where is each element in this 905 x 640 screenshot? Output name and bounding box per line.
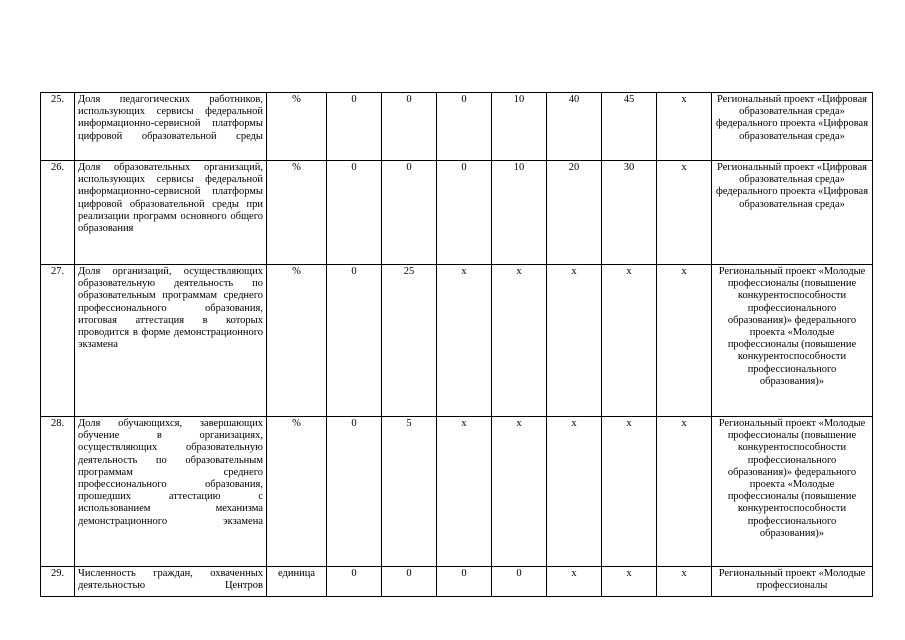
value-cell: 0 <box>437 567 492 597</box>
value-cell: х <box>657 567 712 597</box>
source-project: Региональный проект «Молодые профессионалы <box>712 567 873 597</box>
indicators-table <box>40 92 873 597</box>
value-cell: 0 <box>327 93 382 161</box>
value-cell: 25 <box>382 265 437 417</box>
table-row <box>41 567 873 597</box>
row-number: 28. <box>41 417 75 567</box>
indicator-name: Доля образовательных организаций, использующих сервисы федеральной информационно-сервисной платформы цифровой образовательной среды при реализации программ основного общего образования <box>75 161 267 265</box>
value-cell: 0 <box>327 567 382 597</box>
source-project: Региональный проект «Молодые профессионалы (повышение конкурентоспособности профессионального образования)» федерального проекта «Молодые профессионалы (повышение конкурентоспособности профессионального образования)» <box>712 265 873 417</box>
page-bottom-area <box>0 597 905 640</box>
value-cell: х <box>492 265 547 417</box>
value-cell: х <box>437 417 492 567</box>
table-row <box>41 265 873 417</box>
value-cell: х <box>437 265 492 417</box>
row-number: 27. <box>41 265 75 417</box>
source-project: Региональный проект «Молодые профессионалы (повышение конкурентоспособности профессионального образования)» федерального проекта «Молодые профессионалы (повышение конкурентоспособности профессионального образования)» <box>712 417 873 567</box>
value-cell: 0 <box>382 161 437 265</box>
value-cell: 0 <box>492 567 547 597</box>
table-row <box>41 93 873 161</box>
row-number: 25. <box>41 93 75 161</box>
indicator-name: Численность граждан, охваченных деятельностью Центров <box>75 567 267 597</box>
value-cell: х <box>602 567 657 597</box>
indicator-name: Доля педагогических работников, использующих сервисы федеральной информационно-сервисной платформы цифровой образовательной среды <box>75 93 267 161</box>
value-cell: 45 <box>602 93 657 161</box>
value-cell: 5 <box>382 417 437 567</box>
table-row <box>41 161 873 265</box>
value-cell: х <box>657 161 712 265</box>
unit-cell: % <box>267 93 327 161</box>
value-cell: х <box>547 265 602 417</box>
unit-cell: % <box>267 161 327 265</box>
value-cell: х <box>602 265 657 417</box>
source-project: Региональный проект «Цифровая образовательная среда» федерального проекта «Цифровая образовательная среда» <box>712 161 873 265</box>
indicator-name: Доля организаций, осуществляющих образовательную деятельность по образовательным программам среднего профессионального образования, итоговая аттестация в которых проводится в форме демонстрационного экзамена <box>75 265 267 417</box>
value-cell: 0 <box>382 93 437 161</box>
value-cell: х <box>602 417 657 567</box>
indicator-name: Доля обучающихся, завершающих обучение в организациях, осуществляющих образовательную деятельность по образовательным программам среднего профессионального образования, прошедших аттестацию с использованием механизма демонстрационного экзамена <box>75 417 267 567</box>
table-row <box>41 417 873 567</box>
value-cell: 0 <box>437 161 492 265</box>
value-cell: 0 <box>327 265 382 417</box>
value-cell: х <box>492 417 547 567</box>
unit-cell: % <box>267 265 327 417</box>
value-cell: 0 <box>382 567 437 597</box>
value-cell: х <box>657 265 712 417</box>
value-cell: 10 <box>492 161 547 265</box>
value-cell: 0 <box>327 417 382 567</box>
unit-cell: единица <box>267 567 327 597</box>
value-cell: 0 <box>327 161 382 265</box>
row-number: 29. <box>41 567 75 597</box>
value-cell: х <box>547 567 602 597</box>
value-cell: 0 <box>437 93 492 161</box>
value-cell: 40 <box>547 93 602 161</box>
row-number: 26. <box>41 161 75 265</box>
value-cell: х <box>547 417 602 567</box>
unit-cell: % <box>267 417 327 567</box>
value-cell: 20 <box>547 161 602 265</box>
value-cell: 10 <box>492 93 547 161</box>
source-project: Региональный проект «Цифровая образовательная среда» федерального проекта «Цифровая образовательная среда» <box>712 93 873 161</box>
table-bottom-border <box>40 596 873 597</box>
value-cell: х <box>657 417 712 567</box>
value-cell: х <box>657 93 712 161</box>
value-cell: 30 <box>602 161 657 265</box>
